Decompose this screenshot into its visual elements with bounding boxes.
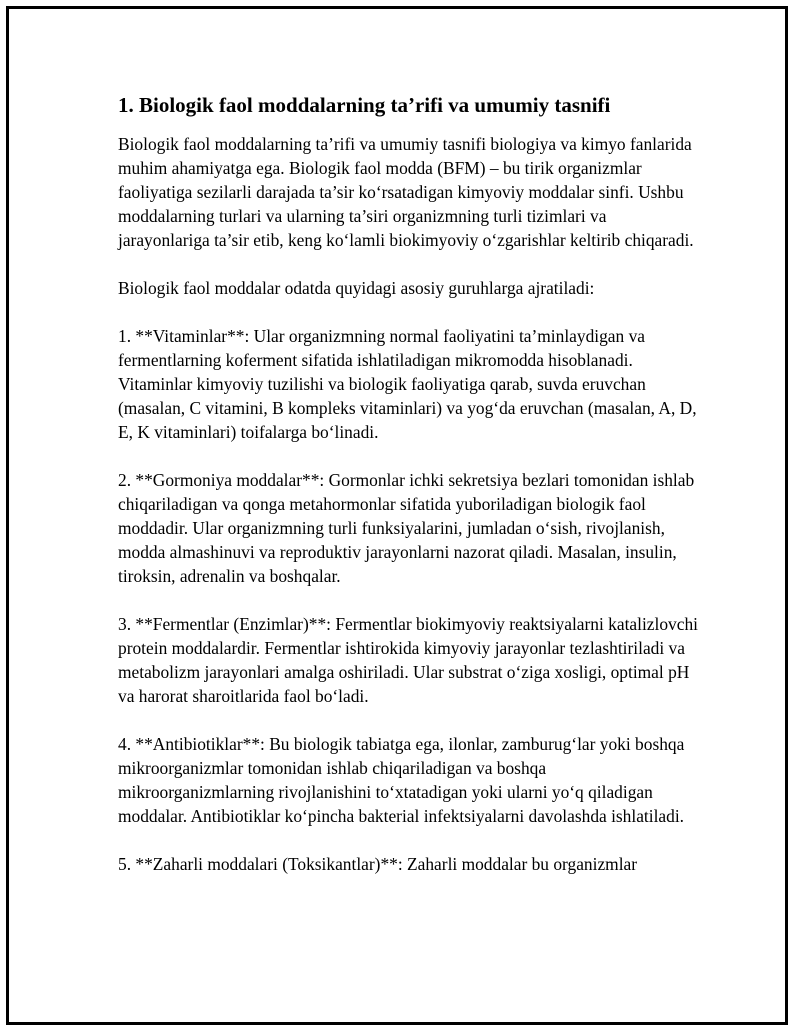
paragraph-vitamins: 1. **Vitaminlar**: Ular organizmning normal faoliyatini ta’minlaydigan va fermentlarning koferment sifatida ishlatiladigan mikromodda hisoblanadi. Vitaminlar kimyoviy tuzilishi va biologik faoliyatiga qarab, suvda eruvchan (masalan, C vitamini, B kompleks vitaminlari) va yog‘da eruvchan (masalan, A, D, E, K vitaminlari) toifalarga bo‘linadi.	[118, 326, 697, 442]
paragraph-definition: Biologik faol moddalarning ta’rifi va umumiy tasnifi biologiya va kimyo fanlarida muhim ahamiyatga ega. Biologik faol modda (BFM) – bu tirik organizmlar faoliyatiga sezilarli darajada ta’sir ko‘rsatadigan kimyoviy moddalar sinfi. Ushbu moddalarning turlari va ularning ta’siri organizmning turli tizimlari va jarayonlariga ta’sir etib, keng ko‘lamli biokimyoviy o‘zgarishlar keltirib chiqaradi.	[118, 134, 694, 250]
section-heading: 1. Biologik faol moddalarning ta’rifi va umumiy tasnifi	[118, 93, 611, 117]
paragraph-enzymes: 3. **Fermentlar (Enzimlar)**: Fermentlar biokimyoviy reaktsiyalarni katalizlovchi protein moddalardir. Fermentlar ishtirokida kimyoviy jarayonlar tezlashtiriladi va metabolizm jarayonlari amalga oshiriladi. Ular substrat o‘ziga xosligi, optimal pH va harorat sharoitlarida faol bo‘ladi.	[118, 614, 698, 706]
paragraph-hormones: 2. **Gormoniya moddalar**: Gormonlar ichki sekretsiya bezlari tomonidan ishlab chiqariladigan va qonga metahormonlar sifatida yuboriladigan biologik faol moddadir. Ular organizmning turli funksiyalarini, jumladan o‘sish, rivojlanish, modda almashinuvi va reproduktiv jarayonlarni nazorat qiladi. Masalan, insulin, tiroksin, adrenalin va boshqalar.	[118, 470, 695, 586]
paragraph-toxicants: 5. **Zaharli moddalari (Toksikantlar)**: Zaharli moddalar bu organizmlar	[118, 854, 638, 874]
document-body	[118, 92, 700, 900]
paragraph-groups-intro: Biologik faol moddalar odatda quyidagi asosiy guruhlarga ajratiladi:	[118, 278, 595, 298]
paragraph-antibiotics: 4. **Antibiotiklar**: Bu biologik tabiatga ega, ilonlar, zamburug‘lar yoki boshqa mikroorganizmlar tomonidan ishlab chiqariladigan va boshqa mikroorganizmlarning rivojlanishini to‘xtatadigan yoki ularni yo‘q qiladigan moddalar. Antibiotiklar ko‘pincha bakterial infektsiyalarni davolashda ishlatiladi.	[118, 734, 685, 826]
